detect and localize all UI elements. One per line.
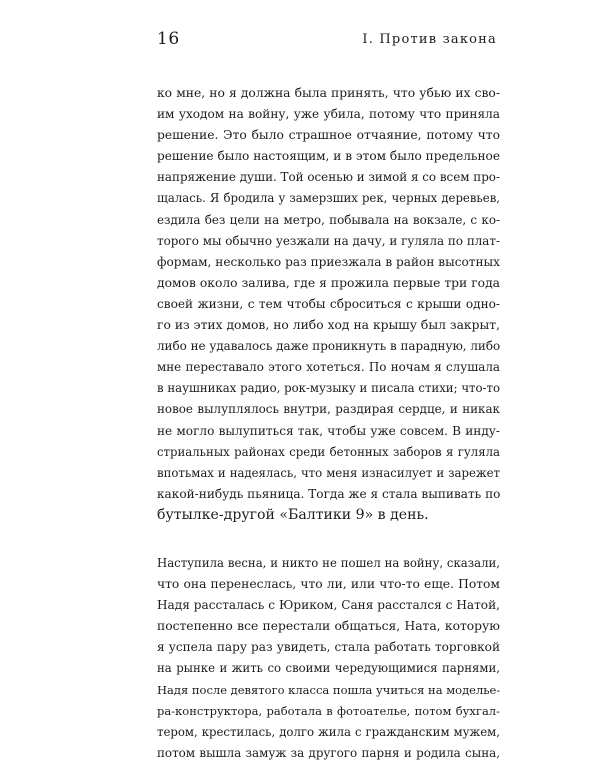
text-line: своей жизни, с тем чтобы сброситься с крыши одно- <box>157 296 500 311</box>
paragraph-2 <box>157 553 500 764</box>
text-line: напряжение души. Той осенью и зимой я со всем про- <box>157 170 500 185</box>
text-line: на рынке и жить со своими чередующимися парнями, <box>157 661 500 676</box>
text-line: не могло вылупиться так, чтобы уже совсем. В инду- <box>157 423 500 438</box>
text-line: торого мы обычно уезжали на дачу, и гуляла по плат- <box>157 233 500 248</box>
text-line: что она перенеслась, что ли, или что-то еще. Потом <box>157 577 500 592</box>
text-line: го из этих домов, но либо ход на крышу был закрыт, <box>157 318 500 333</box>
text-line: я успела пару раз увидеть, стала работать торговкой <box>157 640 500 655</box>
text-line: им уходом на войну, уже убила, потому что приняла <box>157 107 500 122</box>
running-head: I. Против закона <box>362 32 497 47</box>
text-line: решение. Это было страшное отчаяние, потому что <box>157 128 500 143</box>
text-line: либо не удавалось даже проникнуть в парадную, либо <box>157 339 501 354</box>
text-line: впотьмах и надеялась, что меня изнасилует и зарежет <box>157 465 500 480</box>
text-body <box>157 83 500 764</box>
page-number: 16 <box>157 29 180 49</box>
text-line: постепенно все перестали общаться, Ната, которую <box>157 619 500 634</box>
text-line: щалась. Я бродила у замерзших рек, черных деревьев, <box>157 191 500 206</box>
text-line: какой-нибудь пьяница. Тогда же я стала выпивать по <box>157 486 501 501</box>
text-line: домов около залива, где я прожила первые три года <box>157 275 500 290</box>
paragraph-1 <box>157 83 500 526</box>
text-line: формам, несколько раз приезжала в район высотных <box>157 254 500 269</box>
text-line: Наступила весна, и никто не пошел на войну, сказали, <box>157 555 500 570</box>
text-line: потом вышла замуж за другого парня и родила сына, <box>157 745 500 760</box>
text-line: Надя рассталась с Юриком, Саня расстался с Натой, <box>157 598 500 613</box>
text-line: стриальных районах среди бетонных заборов я гуляла <box>157 444 500 459</box>
text-line: ра-конструктора, работала в фотоателье, потом бухгал- <box>157 703 500 718</box>
text-line: Надя после девятого класса пошла учиться на моделье- <box>157 682 501 697</box>
text-line: новое вылуплялось внутри, раздирая сердце, и никак <box>157 402 500 417</box>
text-line: решение было настоящим, и в этом было предельное <box>157 149 500 164</box>
text-line: мне переставало этого хотеться. По ночам я слушала <box>157 360 500 375</box>
text-line: ездила без цели на метро, побывала на вокзале, с ко- <box>157 212 500 227</box>
text-line: тером, крестилась, долго жила с гражданским мужем, <box>157 724 500 739</box>
text-line: ко мне, но я должна была принять, что убью их сво- <box>157 86 500 100</box>
text-line: бутылке-другой «Балтики 9» в день. <box>157 506 429 523</box>
text-line: в наушниках радио, рок-музыку и писала стихи; что-то <box>157 381 500 396</box>
